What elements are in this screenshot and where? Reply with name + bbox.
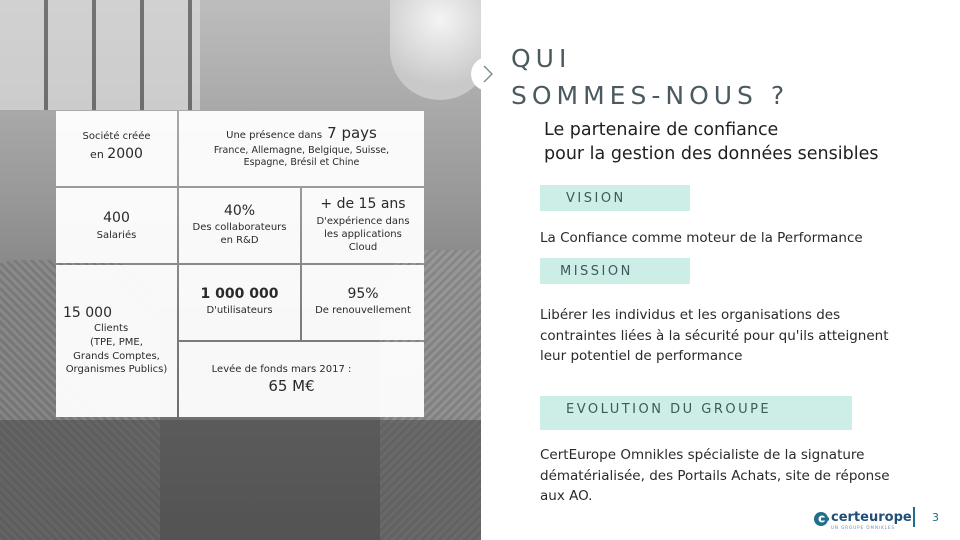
experience-label-1: D'expérience dans [316,216,410,227]
presence-label: Une présence dans [226,130,323,141]
clients-label-4: Organismes Publics) [65,364,168,375]
certeurope-logo-text: certeurope [831,510,912,525]
stat-cell-renewal [302,265,424,340]
vision-label: VISION [566,191,626,206]
mission-line-2: contraintes liées à la sécurité pour qu'ils atteignent [540,327,889,344]
experience-label-2: les applications [324,229,402,240]
page-title [511,40,789,114]
experience-label-3: Cloud [348,242,378,253]
founded-label: Société créée [82,131,151,142]
evolution-line-1: CertEurope Omnikles spécialiste de la signature [540,447,865,463]
evolution-line-2: dématérialisée, des Portails Achats, site de réponse [540,467,890,484]
certeurope-logo-icon [813,511,829,531]
rd-value: 40% [223,203,256,219]
users-value: 1 000 000 [200,286,279,302]
founded-year [60,146,173,162]
tagline [544,118,878,166]
employees-value: 400 [103,210,130,226]
tagline-line-2: pour la gestion des données sensibles [544,144,879,164]
clients-label-1: Clients [94,323,129,334]
footer-separator [913,507,915,527]
presence-value: 7 pays [327,124,377,142]
presence-countries-1: France, Allemagne, Belgique, Suisse, [213,145,390,156]
page-title-line-1: QUI [511,44,572,73]
funding-label: Levée de fonds mars 2017 : [211,364,352,375]
evolution-line-3: aux AO. [540,488,593,504]
funding-value: 65 M€ [268,377,315,395]
clients-value: 15 000 [63,305,112,321]
mission-line-3: leur potentiel de performance [540,348,743,364]
clients-label-3: Grands Comptes, [73,351,160,362]
mission-line-1: Libérer les individus et les organisations des [540,307,841,323]
presence-heading [180,123,423,142]
lamp-decoration [390,0,481,100]
renewal-value: 95% [347,286,379,302]
founded-year-value: 2000 [107,146,143,162]
vision-text: La Confiance comme moteur de la Performance [540,230,863,246]
rd-label-1: Des collaborateurs [192,222,287,233]
tagline-line-1: Le partenaire de confiance [544,120,779,140]
page-title-line-2: SOMMES-NOUS ? [511,81,790,110]
experience-value: + de 15 ans [320,196,406,212]
page-number: 3 [932,511,939,524]
rd-label-2: en R&D [220,235,259,246]
users-label: D'utilisateurs [206,305,273,316]
evolution-label: EVOLUTION DU GROUPE [566,402,772,417]
renewal-label: De renouvellement [315,305,411,316]
mission-label: MISSION [560,264,633,279]
stat-cell-users [179,265,300,340]
floor-decoration [0,420,481,540]
presence-countries-2: Espagne, Brésil et Chine [243,157,360,168]
chevron-right-icon [471,57,505,91]
founded-prefix: en [90,148,108,161]
certeurope-logo-subtext: UN GROUPE OMNIKLES [831,525,896,530]
employees-label: Salariés [96,230,137,241]
evolution-text [540,445,890,507]
clients-label-2: (TPE, PME, [90,337,143,348]
mission-text [540,305,889,367]
window-decoration [0,0,200,110]
